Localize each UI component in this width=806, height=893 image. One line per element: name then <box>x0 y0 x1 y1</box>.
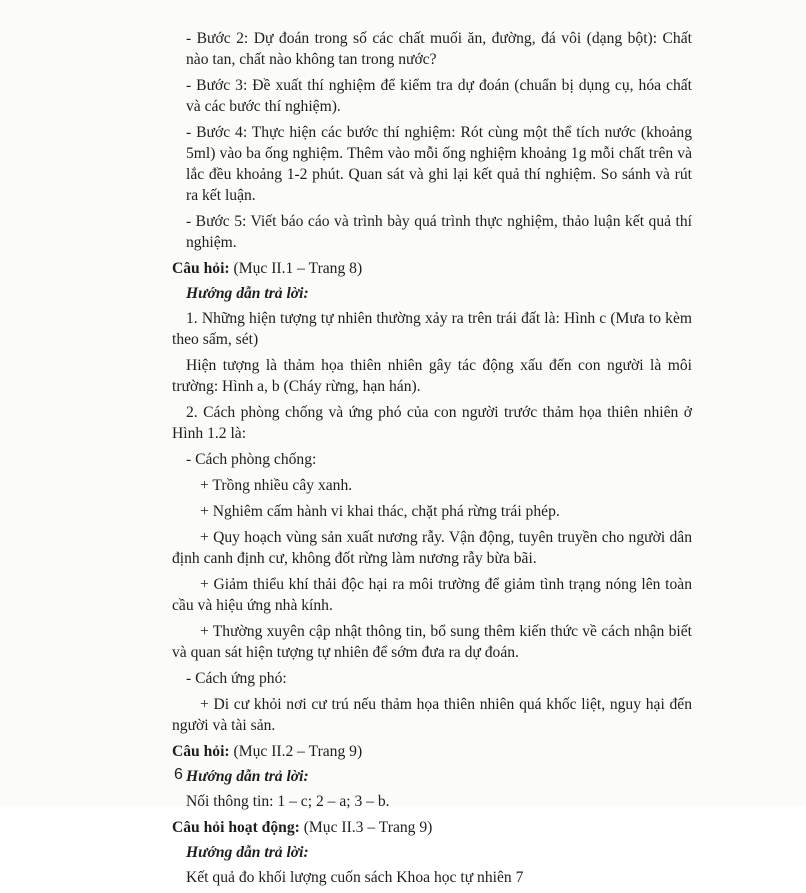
answer-guide-heading: Hướng dẫn trả lời: <box>186 844 309 861</box>
prevention-title: - Cách phòng chống: <box>186 451 317 468</box>
question-ref: (Mục II.3 – Trang 9) <box>299 819 433 836</box>
question-label: Câu hỏi: <box>172 260 230 277</box>
answer-1-continued: Hiện tượng là thảm họa thiên nhiên gây tác động xấu đến con người là môi trường: Hình a, b (Cháy rừng, hạn hán). <box>172 357 692 395</box>
question-3-answer: Kết quả đo khối lượng cuốn sách Khoa học tự nhiên 7 <box>186 869 524 886</box>
prevention-item: + Giảm thiểu khí thải độc hại ra môi trường để giảm tình trạng nóng lên toàn cầu và hiệu ứng nhà kính. <box>172 576 692 614</box>
step-3: - Bước 3: Đề xuất thí nghiệm để kiểm tra dự đoán (chuẩn bị dụng cụ, hóa chất và các bước thí nghiệm). <box>186 77 692 115</box>
answer-guide-heading: Hướng dẫn trả lời: <box>186 285 309 302</box>
prevention-item: + Quy hoạch vùng sản xuất nương rẫy. Vận động, tuyên truyền cho người dân định canh định cư, không đốt rừng làm nương rẫy bừa bãi. <box>172 529 692 567</box>
prevention-item: + Nghiêm cấm hành vi khai thác, chặt phá rừng trái phép. <box>200 503 560 520</box>
page-number: 6 <box>174 766 183 783</box>
answer-1: 1. Những hiện tượng tự nhiên thường xảy ra trên trái đất là: Hình c (Mưa to kèm theo sấm, sét) <box>172 310 692 348</box>
question-3-heading <box>172 817 692 838</box>
step-5: - Bước 5: Viết báo cáo và trình bày quá trình thực nghiệm, thảo luận kết quả thí nghiệm. <box>186 213 692 251</box>
question-label: Câu hỏi: <box>172 743 230 760</box>
prevention-item: + Trồng nhiều cây xanh. <box>200 477 353 494</box>
question-2-heading <box>172 741 692 762</box>
answer-2: 2. Cách phòng chống và ứng phó của con người trước thảm họa thiên nhiên ở Hình 1.2 là: <box>172 404 692 442</box>
question-2-answer: Nối thông tin: 1 – c; 2 – a; 3 – b. <box>186 793 390 810</box>
question-ref: (Mục II.2 – Trang 9) <box>229 743 363 760</box>
question-ref: (Mục II.1 – Trang 8) <box>229 260 363 277</box>
question-1-heading <box>172 258 692 279</box>
step-2: - Bước 2: Dự đoán trong số các chất muối ăn, đường, đá vôi (dạng bột): Chất nào tan, chất nào không tan trong nước? <box>186 30 692 68</box>
answer-guide-heading: Hướng dẫn trả lời: <box>186 768 309 785</box>
prevention-item: + Thường xuyên cập nhật thông tin, bổ sung thêm kiến thức về cách nhận biết và quan sát hiện tượng tự nhiên để sớm đưa ra dự đoán. <box>172 623 692 661</box>
step-4: - Bước 4: Thực hiện các bước thí nghiệm: Rót cùng một thể tích nước (khoảng 5ml) vào ba ống nghiệm. Thêm vào mỗi ống nghiệm khoảng 1g mỗi chất trên và lắc đều khoảng 1-2 phút. Quan sát và ghi lại kết quả thí nghiệm. So sánh và rút ra kết luận. <box>186 124 692 204</box>
response-title: - Cách ứng phó: <box>186 670 287 687</box>
page-content <box>172 28 692 893</box>
question-label: Câu hỏi hoạt động: <box>172 819 300 836</box>
response-item: + Di cư khỏi nơi cư trú nếu thảm họa thiên nhiên quá khốc liệt, nguy hại đến người và tài sản. <box>172 696 692 734</box>
